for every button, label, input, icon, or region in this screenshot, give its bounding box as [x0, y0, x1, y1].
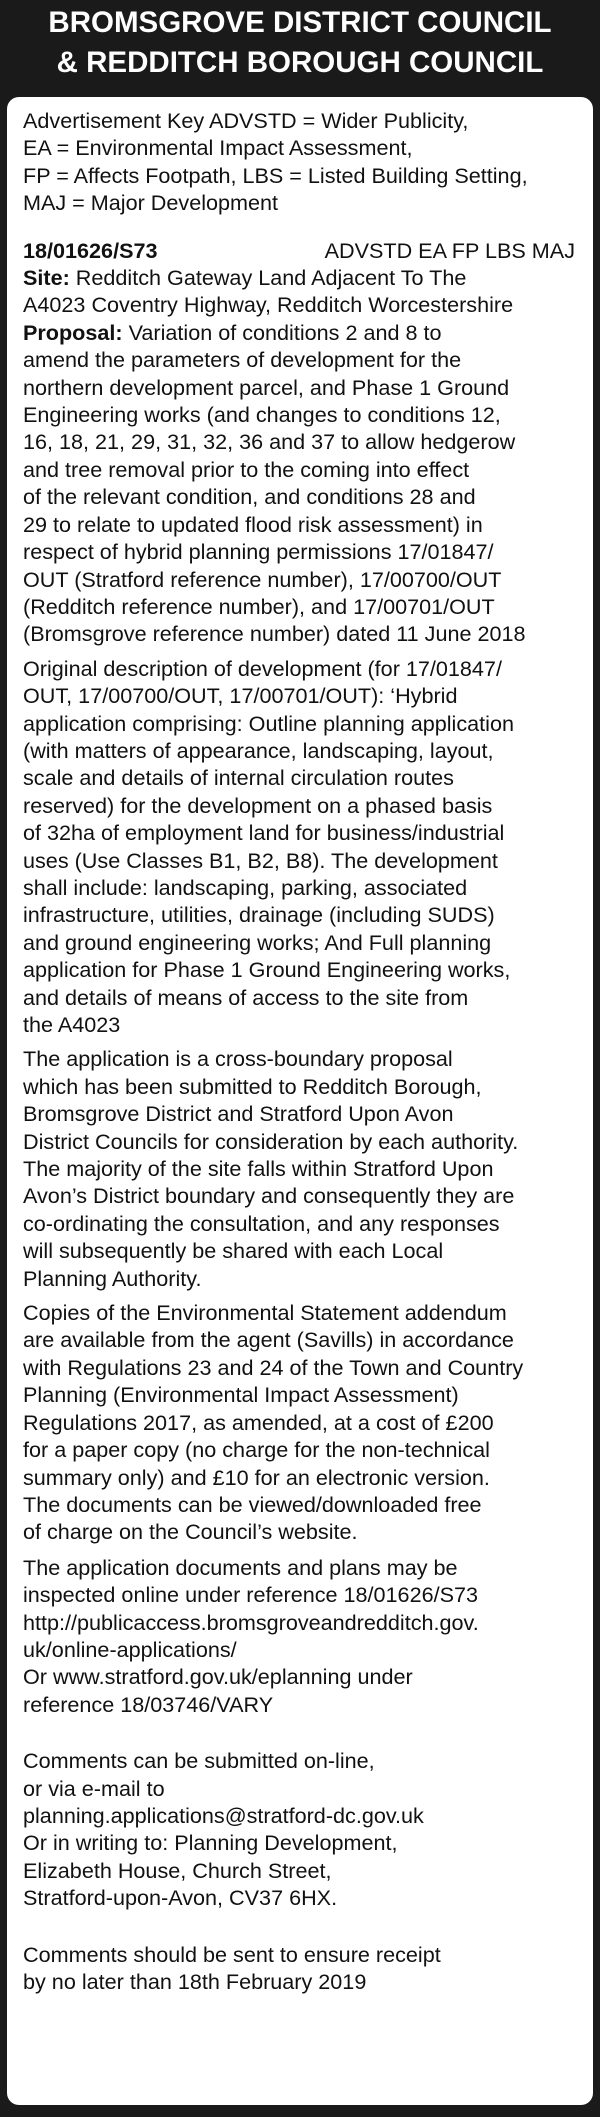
key-line: FP = Affects Footpath, LBS = Listed Building Setting,: [23, 162, 528, 188]
paragraph-line: OUT, 17/00700/OUT, 17/00701/OUT): ‘Hybrid: [23, 683, 458, 709]
paragraph-line: co-ordinating the consultation, and any responses: [23, 1210, 500, 1236]
publicaccess-link[interactable]: uk/online-applications/: [23, 1636, 237, 1662]
paragraph-line: shall include: landscaping, parking, associated: [23, 874, 468, 900]
deadline-line: Comments should be sent to ensure receipt: [23, 1941, 441, 1967]
key-line: MAJ = Major Development: [23, 190, 279, 216]
address-line: Or in writing to: Planning Development,: [23, 1830, 398, 1856]
paragraph-line: Copies of the Environmental Statement addendum: [23, 1300, 507, 1326]
key-line: EA = Environmental Impact Assessment,: [23, 135, 413, 161]
paragraph-line: of charge on the Council’s website.: [23, 1519, 358, 1545]
proposal-line: and tree removal prior to the coming into effect: [23, 456, 470, 482]
paragraph-line: and details of means of access to the site from: [23, 984, 469, 1010]
proposal-line: of the relevant condition, and conditions 28 and: [23, 484, 476, 510]
application-details: [23, 237, 577, 648]
paragraph-line: The majority of the site falls within Stratford Upon: [23, 1156, 494, 1182]
reference-line: [23, 237, 577, 264]
stratford-eplanning-link[interactable]: Or www.stratford.gov.uk/eplanning under: [23, 1664, 413, 1690]
key-line: Advertisement Key ADVSTD = Wider Publicity,: [23, 108, 469, 133]
proposal-line: northern development parcel, and Phase 1 Ground: [23, 374, 510, 400]
proposal-line: 29 to relate to updated flood risk assessment) in: [23, 511, 483, 537]
paragraph-line: infrastructure, utilities, drainage (including SUDS): [23, 902, 495, 928]
advertisement-key: [23, 107, 577, 217]
deadline-line: by no later than 18th February 2019: [23, 1969, 367, 1994]
proposal-line: respect of hybrid planning permissions 17/01847/: [23, 539, 494, 565]
paragraph-line: The application is a cross-boundary proposal: [23, 1046, 453, 1072]
notice-header: [7, 0, 593, 97]
proposal-line: (Bromsgrove reference number) dated 11 June 2018: [23, 621, 526, 647]
paragraph-line: Planning (Environmental Impact Assessment): [23, 1382, 459, 1408]
proposal-line: OUT (Stratford reference number), 17/00700/OUT: [23, 566, 502, 592]
paragraph-line: and ground engineering works; And Full planning: [23, 929, 492, 955]
paragraph-line: Regulations 2017, as amended, at a cost of £200: [23, 1409, 494, 1435]
email-link[interactable]: planning.applications@stratford-dc.gov.uk: [23, 1802, 424, 1828]
paragraph-line: reserved) for the development on a phased basis: [23, 792, 493, 818]
site-label: Site:: [23, 265, 70, 291]
paragraph-line: which has been submitted to Redditch Borough,: [23, 1073, 482, 1099]
proposal-line: (Redditch reference number), and 17/00701/OUT: [23, 593, 495, 619]
paragraph-line: application comprising: Outline planning application: [23, 710, 514, 736]
paragraph-line: the A4023: [23, 1012, 121, 1037]
paragraph-line: summary only) and £10 for an electronic version.: [23, 1464, 490, 1490]
header-line-2: & REDDITCH BOROUGH COUNCIL: [56, 46, 544, 79]
paragraph-line: are available from the agent (Savills) in accordance: [23, 1327, 514, 1353]
paragraph-line: Original description of development (for 17/01847/: [23, 655, 502, 681]
proposal-line: amend the parameters of development for the: [23, 347, 462, 373]
paragraph-line: scale and details of internal circulation routes: [23, 765, 454, 791]
site-line: A4023 Coventry Highway, Redditch Worcestershire: [23, 292, 514, 318]
paragraph-line: District Councils for consideration by each authority.: [23, 1128, 519, 1154]
original-description: [23, 655, 577, 1039]
proposal-line: 16, 18, 21, 29, 31, 32, 36 and 37 to allow hedgerow: [23, 429, 516, 455]
site-line: Redditch Gateway Land Adjacent To The: [75, 265, 467, 291]
proposal-line: Variation of conditions 2 and 8 to: [128, 319, 442, 345]
cross-boundary-paragraph: [23, 1045, 577, 1292]
paragraph-line: Planning Authority.: [23, 1265, 202, 1291]
notice-body: [7, 97, 593, 2105]
inspection-line: The application documents and plans may be: [23, 1554, 458, 1580]
paragraph-line: for a paper copy (no charge for the non-technical: [23, 1437, 490, 1463]
paragraph-line: Avon’s District boundary and consequently they are: [23, 1183, 515, 1209]
address-line: Stratford-upon-Avon, CV37 6HX.: [23, 1885, 338, 1911]
header-line-1: BROMSGROVE DISTRICT COUNCIL: [48, 6, 552, 39]
paragraph-line: of 32ha of employment land for business/industrial: [23, 820, 505, 846]
application-reference: 18/01626/S73: [23, 237, 158, 263]
paragraph-line: application for Phase 1 Ground Engineering works,: [23, 957, 511, 983]
copies-paragraph: [23, 1299, 577, 1546]
application-codes: ADVSTD EA FP LBS MAJ: [324, 237, 575, 263]
address-line: Elizabeth House, Church Street,: [23, 1857, 332, 1883]
proposal-line: Engineering works (and changes to conditions 12,: [23, 402, 501, 428]
publicaccess-link[interactable]: http://publicaccess.bromsgroveandredditch.gov.: [23, 1609, 479, 1635]
paragraph-line: (with matters of appearance, landscaping, layout,: [23, 737, 494, 763]
paragraph-line: Bromsgrove District and Stratford Upon Avon: [23, 1101, 454, 1127]
inspection-line: inspected online under reference 18/01626/S73: [23, 1582, 479, 1608]
paragraph-line: The documents can be viewed/downloaded free: [23, 1491, 482, 1517]
paragraph-line: with Regulations 23 and 24 of the Town and Country: [23, 1354, 524, 1380]
proposal-label: Proposal:: [23, 319, 123, 345]
comments-line: or via e-mail to: [23, 1775, 165, 1801]
paragraph-line: will subsequently be shared with each Local: [23, 1238, 444, 1264]
paragraph-line: uses (Use Classes B1, B2, B8). The development: [23, 847, 498, 873]
inspection-line: reference 18/03746/VARY: [23, 1691, 274, 1717]
comments-line: Comments can be submitted on-line,: [23, 1748, 375, 1774]
